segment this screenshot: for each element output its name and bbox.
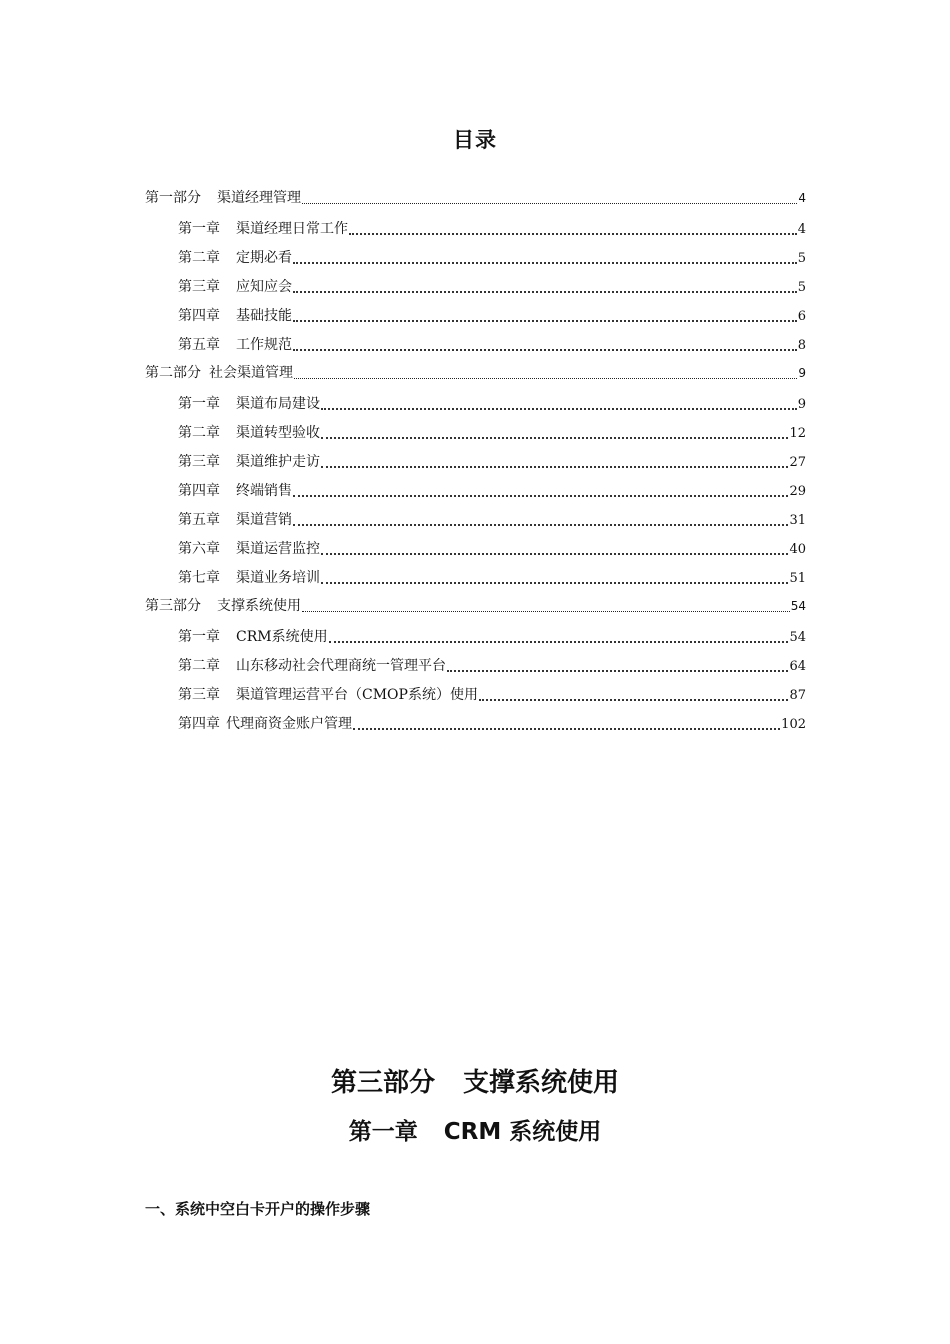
toc-chapter-title: 基础技能 [236,308,292,324]
toc-part-2[interactable] [145,362,806,384]
toc-chapter-number: 第二章 [178,425,220,441]
toc-page-number: 5 [797,251,806,266]
dot-leader [293,290,797,293]
toc-page-number: 4 [798,191,806,205]
toc-chapter-number: 第六章 [178,541,220,557]
toc-chapter-number: 第三章 [178,279,220,295]
toc-page-number: 54 [790,599,806,613]
toc-chapter-2-2[interactable] [178,422,806,444]
toc-chapter-number: 第一章 [178,629,220,645]
toc-part-number: 第二部分 [145,365,201,381]
dot-leader [294,377,797,379]
toc-chapter-3-1[interactable] [178,626,806,648]
toc-chapter-title: CRM系统使用 [236,629,328,645]
toc-chapter-title: 渠道业务培训 [236,570,320,586]
dot-leader [293,261,797,264]
toc-chapter-3-3[interactable] [178,684,806,706]
toc-page-number: 5 [797,280,806,295]
toc-chapter-number: 第五章 [178,337,220,353]
toc-chapter-title: 工作规范 [236,337,292,353]
toc-chapter-number: 第五章 [178,512,220,528]
toc-page-number: 29 [789,484,806,499]
dot-leader [353,727,780,730]
toc-chapter-number: 第四章 [178,308,220,324]
toc-chapter-number: 第二章 [178,658,220,674]
part-heading-title: 支撑系统使用 [463,1068,620,1098]
toc-chapter-title: 渠道布局建设 [236,396,320,412]
toc-page-number: 8 [797,338,806,353]
toc-chapter-title: 定期必看 [236,250,292,266]
dot-leader [479,698,789,701]
dot-leader [321,465,788,468]
toc-chapter-1-1[interactable] [178,218,806,240]
toc-chapter-3-2[interactable] [178,655,806,677]
toc-title: 目录 [453,128,497,152]
toc-part-title: 社会渠道管理 [209,365,293,381]
toc-chapter-title: 渠道管理运营平台（CMOP系统）使用 [236,687,478,703]
chapter-heading-title: CRM 系统使用 [443,1119,602,1145]
toc-chapter-title: 山东移动社会代理商统一管理平台 [236,658,446,674]
toc-page-number: 31 [789,513,806,528]
toc-part-number: 第三部分 [145,598,201,614]
toc-chapter-title: 渠道维护走访 [236,454,320,470]
dot-leader [321,407,797,410]
dot-leader [349,232,797,235]
toc-page-number: 4 [797,222,806,237]
toc-chapter-title: 渠道营销 [236,512,292,528]
toc-chapter-1-4[interactable] [178,305,806,327]
toc-chapter-2-3[interactable] [178,451,806,473]
dot-leader [447,669,788,672]
dot-leader [293,523,788,526]
part-heading-number: 第三部分 [330,1068,435,1098]
toc-page-number: 102 [781,717,806,732]
toc-chapter-number: 第二章 [178,250,220,266]
toc-chapter-2-7[interactable] [178,567,806,589]
toc-chapter-title: 渠道运营监控 [236,541,320,557]
toc-part-3[interactable] [145,595,806,617]
toc-chapter-number: 第四章 [178,483,220,499]
toc-page-number: 51 [789,571,806,586]
toc-chapter-number: 第三章 [178,687,220,703]
toc-page-number: 27 [789,455,806,470]
toc-page-number: 9 [797,397,806,412]
toc-chapter-1-2[interactable] [178,247,806,269]
toc-chapter-title: 终端销售 [236,483,292,499]
chapter-heading-number: 第一章 [348,1119,418,1145]
toc-page-number: 87 [789,688,806,703]
dot-leader [293,494,788,497]
toc-chapter-2-1[interactable] [178,393,806,415]
toc-page-number: 64 [789,659,806,674]
dot-leader [302,202,797,204]
toc-chapter-title: 应知应会 [236,279,292,295]
toc-chapter-number: 第四章 [178,716,220,732]
toc-chapter-2-6[interactable] [178,538,806,560]
toc-part-title: 支撑系统使用 [217,598,301,614]
toc-chapter-number: 第一章 [178,396,220,412]
toc-page-number: 40 [789,542,806,557]
toc-chapter-title: 渠道转型验收 [236,425,320,441]
toc-chapter-number: 第一章 [178,221,220,237]
part-heading [0,1062,950,1099]
toc-chapter-3-4[interactable] [178,713,806,735]
toc-page-number: 9 [798,366,806,380]
toc-chapter-title: 代理商资金账户管理 [226,716,352,732]
toc-chapter-1-5[interactable] [178,334,806,356]
toc-page-number: 6 [797,309,806,324]
toc-chapter-1-3[interactable] [178,276,806,298]
dot-leader [293,348,797,351]
toc-chapter-title: 渠道经理日常工作 [236,221,348,237]
toc-chapter-number: 第三章 [178,454,220,470]
toc-chapter-number: 第七章 [178,570,220,586]
section-heading: 一、系统中空白卡开户的操作步骤 [145,1200,371,1218]
chapter-heading [0,1113,950,1146]
dot-leader [293,319,797,322]
toc-chapter-2-4[interactable] [178,480,806,502]
dot-leader [321,552,788,555]
toc-page-number: 54 [789,630,806,645]
toc-page-number: 12 [789,426,806,441]
dot-leader [302,610,790,612]
dot-leader [321,581,788,584]
toc-part-number: 第一部分 [145,190,201,206]
toc-part-1[interactable] [145,187,806,209]
toc-chapter-2-5[interactable] [178,509,806,531]
dot-leader [329,640,789,643]
dot-leader [321,436,788,439]
toc-part-title: 渠道经理管理 [217,190,301,206]
